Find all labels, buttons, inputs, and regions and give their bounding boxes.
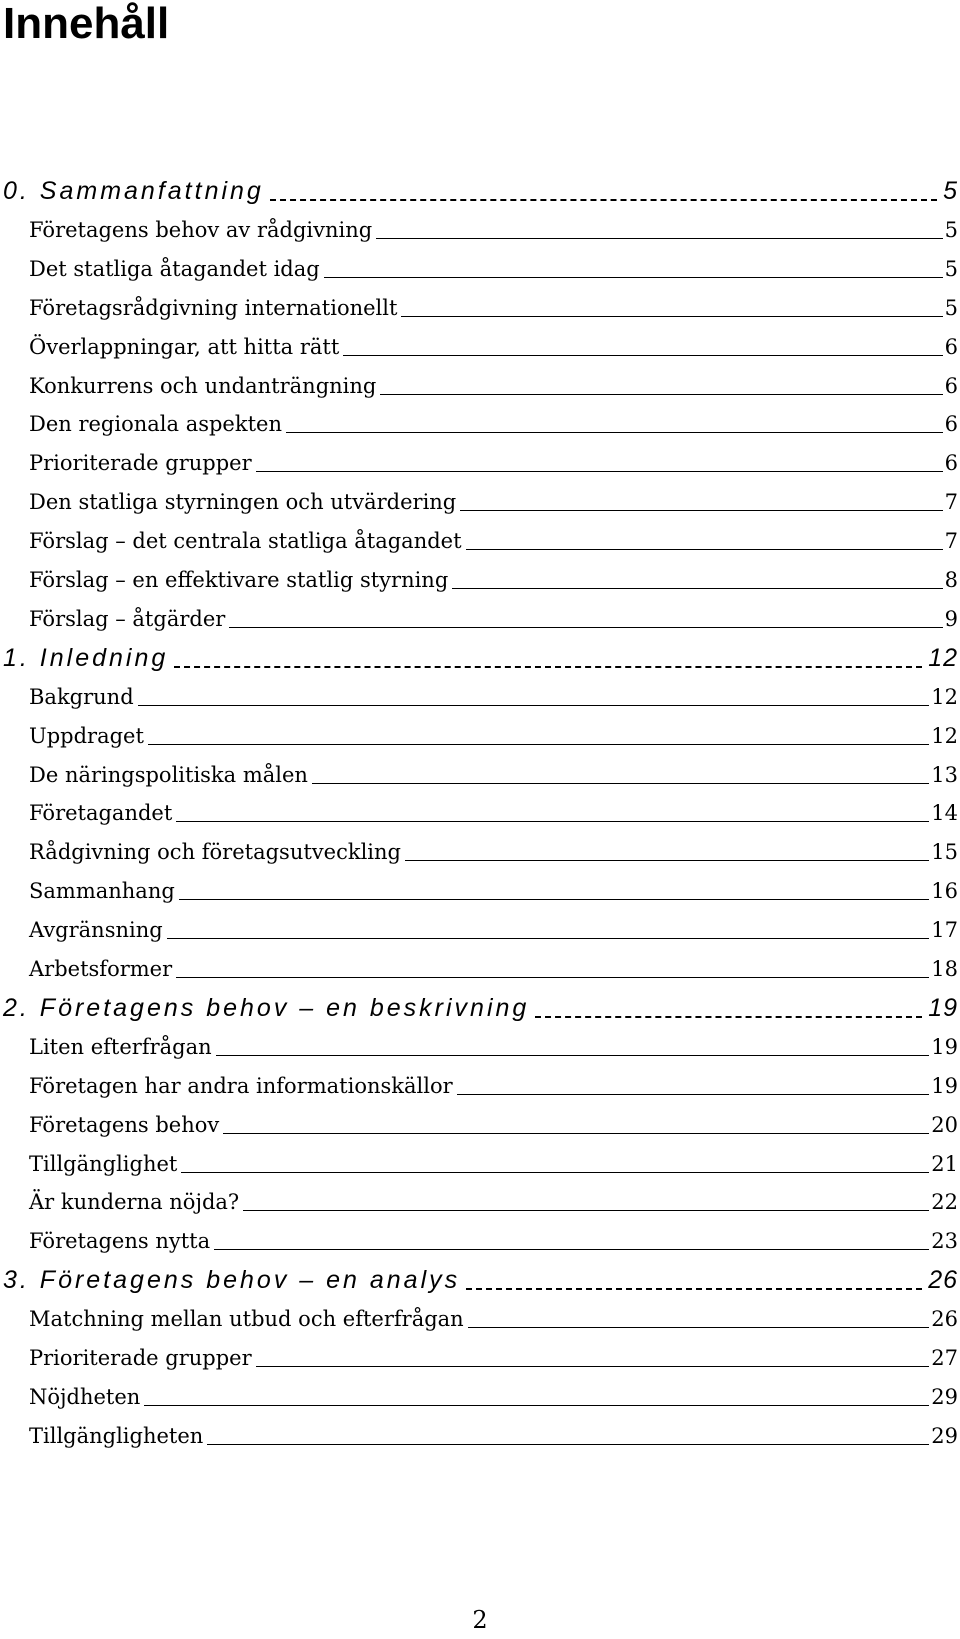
toc-section-entry[interactable]: [3, 991, 958, 1025]
toc-section-entry[interactable]: [3, 174, 958, 208]
toc-leader-line: [225, 604, 944, 634]
toc-entry[interactable]: [29, 1343, 958, 1373]
toc-entry[interactable]: [29, 604, 958, 634]
toc-leader-line: [172, 798, 931, 828]
toc-entry-title: Är kunderna nöjda?: [29, 1190, 240, 1215]
toc-entry-title: Förslag – det centrala statliga åtagandet: [29, 529, 462, 554]
toc-leader-line: [219, 1110, 931, 1140]
toc-entry[interactable]: [29, 1071, 958, 1101]
toc-leader-line: [401, 837, 931, 867]
toc-entry-page: 7: [944, 529, 958, 554]
toc-entry[interactable]: [29, 1382, 958, 1412]
toc-leader-line: [252, 448, 945, 478]
toc-entry[interactable]: [29, 409, 958, 439]
toc-entry-page: 5: [944, 295, 958, 320]
toc-entry[interactable]: [29, 954, 958, 984]
toc-entry[interactable]: [29, 682, 958, 712]
toc-leader-line: [462, 526, 945, 556]
toc-entry-page: 23: [931, 1229, 958, 1254]
toc-entry-page: 8: [944, 568, 958, 592]
toc-entry-title: Företagen har andra informationskällor: [29, 1073, 453, 1098]
toc-entry-title: Den regionala aspekten: [29, 412, 282, 437]
toc-entry-page: 13: [931, 762, 958, 787]
toc-entry-title: Företagandet: [29, 801, 173, 826]
toc-entry-page: 27: [931, 1346, 958, 1370]
toc-entry[interactable]: [29, 487, 958, 517]
toc-entry[interactable]: [29, 254, 958, 284]
toc-leader-line: [372, 215, 944, 245]
toc-entry[interactable]: [29, 1226, 958, 1256]
toc-entry-title: Bakgrund: [29, 684, 134, 709]
toc-leader-line: [134, 682, 932, 712]
toc-leader-line: [144, 721, 931, 751]
toc-entry-page: 6: [944, 451, 958, 476]
toc-entry[interactable]: [29, 215, 958, 245]
toc-leader-line: [339, 332, 944, 362]
toc-entry-title: De näringspolitiska målen: [29, 762, 308, 787]
toc-entry-title: Uppdraget: [29, 723, 144, 748]
page-number: 2: [472, 1606, 488, 1634]
toc-leader-line: [210, 1226, 931, 1256]
toc-leader-line: [456, 487, 944, 517]
toc-leader-line: [460, 1263, 928, 1297]
toc-leader-line: [282, 409, 945, 439]
toc-entry[interactable]: [29, 876, 958, 906]
toc-leader-line: [172, 954, 931, 984]
toc-entry-title: Arbetsformer: [29, 957, 173, 981]
toc-entry[interactable]: [29, 1187, 958, 1217]
toc-leader-line: [448, 565, 944, 595]
toc-entry-title: Sammanhang: [29, 879, 175, 904]
toc-entry-page: 18: [931, 957, 958, 981]
toc-leader-line: [264, 174, 943, 208]
toc-entry[interactable]: [29, 526, 958, 556]
toc-entry-title: Tillgängligheten: [29, 1423, 204, 1448]
toc-entry-page: 26: [931, 1307, 958, 1332]
toc-leader-line: [212, 1032, 932, 1062]
toc-entry-title: Företagens behov av rådgivning: [29, 217, 373, 242]
toc-entry-page: 14: [931, 801, 958, 826]
toc-entry-page: 12: [931, 684, 958, 709]
toc-entry-page: 20: [931, 1112, 958, 1137]
toc-entry-page: 6: [944, 412, 958, 437]
toc-entry-title: Avgränsning: [29, 918, 163, 943]
toc-leader-line: [308, 760, 931, 790]
toc-leader-line: [397, 293, 944, 323]
toc-leader-line: [163, 915, 932, 945]
toc-section-entry[interactable]: [3, 1263, 958, 1297]
toc-entry-title: 3. Företagens behov – en analys: [3, 1266, 461, 1295]
toc-leader-line: [239, 1187, 931, 1217]
toc-leader-line: [376, 371, 944, 401]
toc-entry-title: Den statliga styrningen och utvärdering: [29, 490, 457, 515]
toc-entry-title: 0. Sammanfattning: [3, 177, 264, 205]
toc-entry-page: 6: [944, 334, 958, 359]
toc-entry-title: Konkurrens och undanträngning: [29, 373, 377, 398]
toc-entry-title: Förslag – åtgärder: [29, 606, 226, 631]
toc-entry-page: 19: [931, 1034, 958, 1059]
toc-entry-page: 6: [944, 373, 958, 398]
toc-entry-page: 5: [943, 177, 958, 205]
toc-entry[interactable]: [29, 1032, 958, 1062]
toc-entry-page: 5: [944, 217, 958, 242]
toc-entry-title: 1. Inledning: [3, 643, 169, 672]
toc-entry-title: Prioriterade grupper: [29, 451, 252, 476]
toc-leader-line: [203, 1421, 931, 1451]
toc-entry[interactable]: [29, 371, 958, 401]
toc-entry-page: 19: [928, 993, 958, 1022]
toc-entry-page: 9: [944, 606, 958, 631]
toc-leader-line: [464, 1304, 932, 1334]
toc-leader-line: [175, 876, 931, 906]
toc-entry-page: 12: [928, 643, 958, 672]
page-title: Innehåll: [3, 0, 170, 48]
toc-entry-page: 16: [931, 879, 958, 904]
toc-entry[interactable]: [29, 798, 958, 828]
toc-entry-page: 29: [931, 1423, 958, 1448]
toc-entry-page: 7: [944, 490, 958, 515]
toc-entry[interactable]: [29, 760, 958, 790]
toc-entry-title: Förslag – en effektivare statlig styrning: [29, 568, 449, 592]
toc-entry-title: Nöjdheten: [29, 1384, 141, 1409]
toc-entry-title: Tillgänglighet: [29, 1151, 178, 1176]
toc-entry[interactable]: [29, 1304, 958, 1334]
toc-entry-page: 15: [931, 840, 958, 865]
toc-entry-page: 5: [944, 256, 958, 281]
toc-entry-page: 17: [931, 918, 958, 943]
toc-leader-line: [140, 1382, 931, 1412]
toc-entry-title: Prioriterade grupper: [29, 1346, 252, 1370]
toc-entry[interactable]: [29, 721, 958, 751]
toc-entry[interactable]: [29, 332, 958, 362]
toc-entry-page: 12: [931, 723, 958, 748]
toc-entry-page: 29: [931, 1384, 958, 1409]
toc-entry[interactable]: [29, 1149, 958, 1179]
toc-entry-title: Överlappningar, att hitta rätt: [29, 334, 340, 359]
toc-leader-line: [177, 1149, 931, 1179]
toc-entry-title: Matchning mellan utbud och efterfrågan: [29, 1307, 464, 1332]
toc-entry-title: Företagens nytta: [29, 1229, 211, 1254]
toc-section-entry[interactable]: [3, 641, 958, 675]
toc-entry-page: 26: [928, 1266, 958, 1295]
toc-entry[interactable]: [29, 837, 958, 867]
toc-leader-line: [168, 641, 928, 675]
toc-entry[interactable]: [29, 565, 958, 595]
toc-leader-line: [320, 254, 945, 284]
toc-entry[interactable]: [29, 1110, 958, 1140]
toc-entry-page: 22: [931, 1190, 958, 1215]
toc-entry-title: Det statliga åtagandet idag: [29, 256, 320, 281]
toc-entry-title: Rådgivning och företagsutveckling: [29, 840, 401, 865]
toc-leader-line: [453, 1071, 932, 1101]
toc-entry[interactable]: [29, 448, 958, 478]
toc-leader-line: [529, 991, 928, 1025]
toc-leader-line: [252, 1343, 932, 1373]
toc-entry-page: 21: [931, 1151, 958, 1176]
toc-entry-page: 19: [931, 1073, 958, 1098]
toc-entry-title: Företagsrådgivning internationellt: [29, 295, 398, 320]
toc-entry-title: 2. Företagens behov – en beskrivning: [3, 993, 530, 1022]
toc-entry[interactable]: [29, 1421, 958, 1451]
toc-entry[interactable]: [29, 293, 958, 323]
toc-entry[interactable]: [29, 915, 958, 945]
toc-entry-title: Liten efterfrågan: [29, 1034, 212, 1059]
toc-entry-title: Företagens behov: [29, 1112, 220, 1137]
